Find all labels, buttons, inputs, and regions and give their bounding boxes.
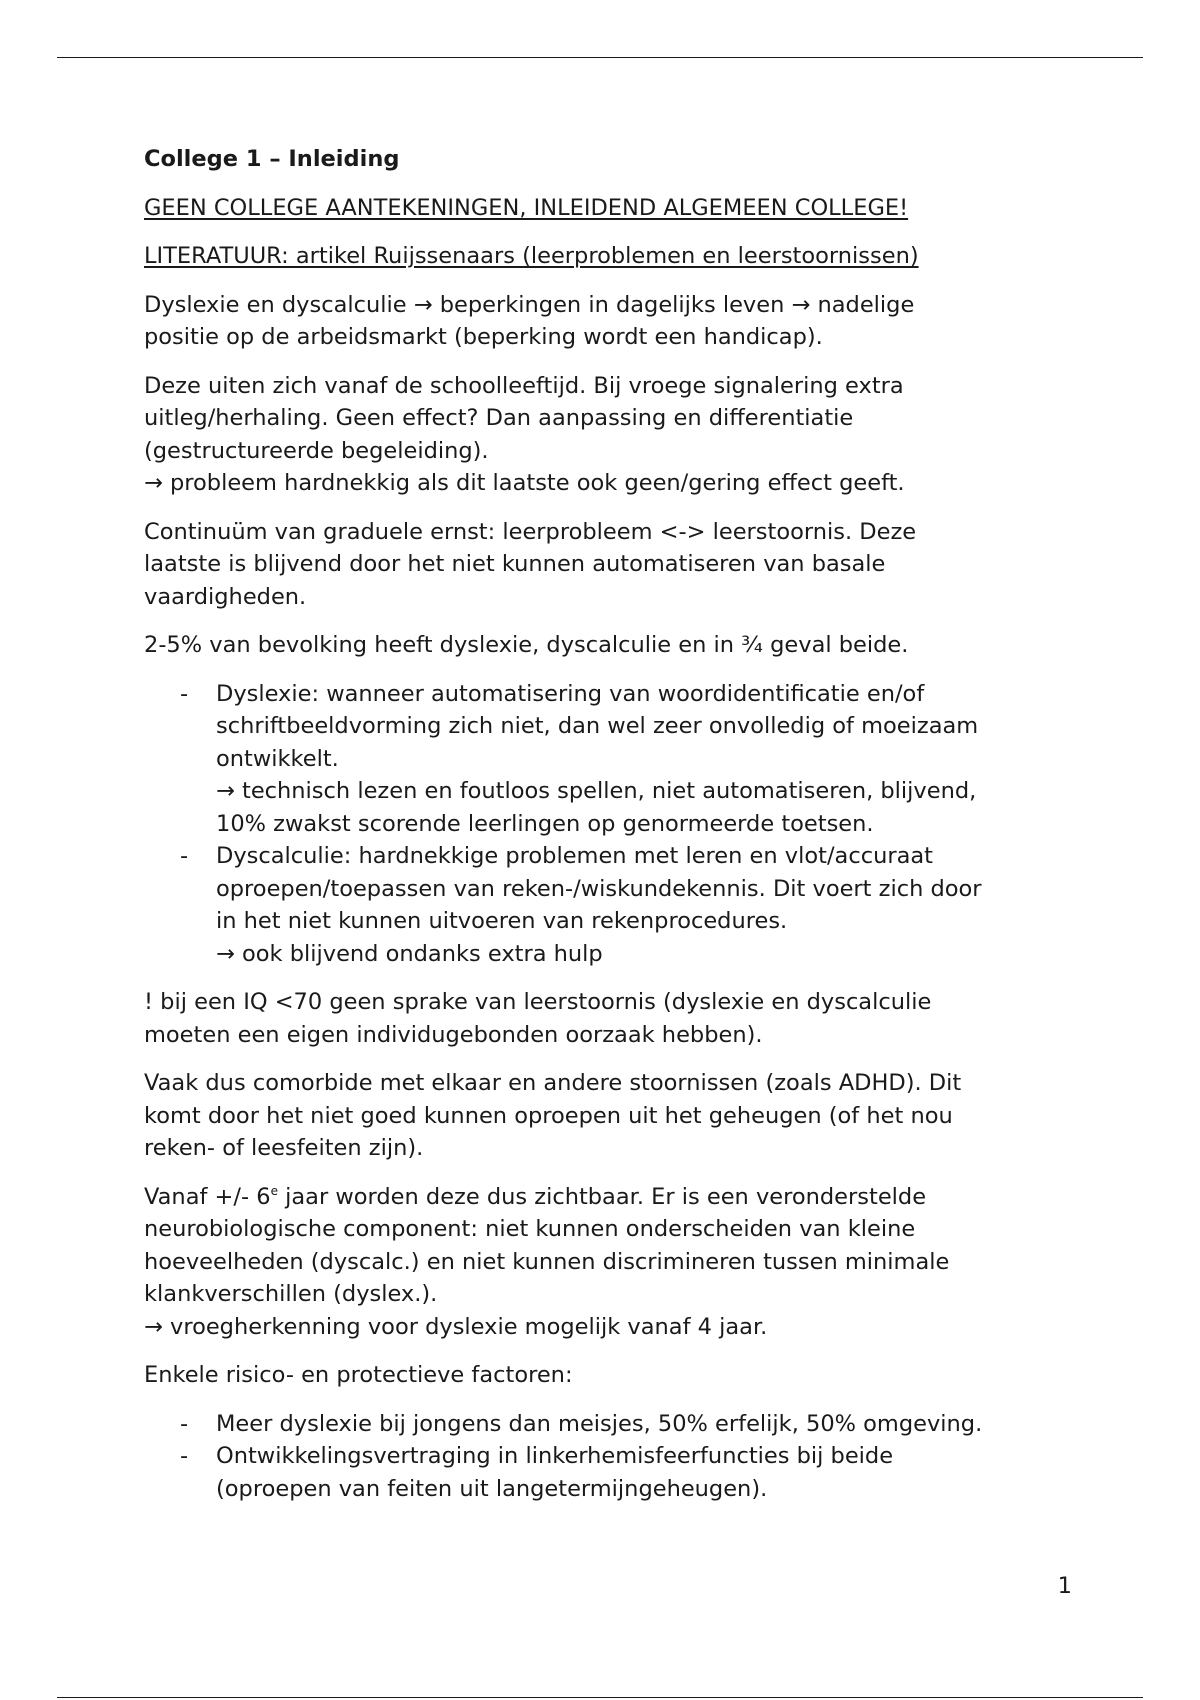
text-line: hoeveelheden (dyscalc.) en niet kunnen discrimineren tussen minimale — [144, 1248, 950, 1275]
text-line: uitleg/herhaling. Geen effect? Dan aanpassing en differentiatie — [144, 405, 854, 431]
text-line: Continuüm van graduele ernst: leerprobleem <-> leerstoornis. Deze — [144, 518, 917, 545]
text-line: reken- of leesfeiten zijn). — [144, 1135, 424, 1161]
text-line: Dyscalculie: hardnekkige problemen met leren en vlot/accuraat — [216, 843, 933, 869]
page-title: College 1 – Inleiding — [144, 146, 400, 172]
text-line: → ook blijvend ondanks extra hulp — [216, 940, 603, 967]
text-segment: jaar worden deze dus zichtbaar. Er is een veronderstelde — [277, 1183, 927, 1210]
text-line: in het niet kunnen uitvoeren van rekenprocedures. — [216, 908, 788, 934]
superscript: e — [270, 1183, 278, 1198]
text-line: → vroegherkenning voor dyslexie mogelijk vanaf 4 jaar. — [144, 1313, 768, 1340]
text-line: Deze uiten zich vanaf de schoolleeftijd. Bij vroege signalering extra — [144, 372, 904, 399]
text-line: Ontwikkelingsvertraging in linkerhemisfeerfuncties bij beide — [216, 1443, 894, 1469]
definitions-list — [144, 678, 1064, 971]
paragraph-school-age — [144, 370, 1064, 500]
text-line: Vaak dus comorbide met elkaar en andere stoornissen (zoals ADHD). Dit — [144, 1070, 962, 1096]
text-line: klankverschillen (dyslex.). — [144, 1281, 438, 1307]
dash-bullet: - — [180, 680, 189, 707]
notice-underlined: GEEN COLLEGE AANTEKENINGEN, INLEIDEND ALGEMEEN COLLEGE! — [144, 194, 909, 221]
text-line: laatste is blijvend door het niet kunnen automatiseren van basale — [144, 551, 886, 577]
paragraph-iq-note — [144, 986, 1064, 1051]
list-item-risk-factor — [144, 1440, 1064, 1505]
list-item-risk-factor — [144, 1408, 1064, 1441]
list-item-dyscalculia — [144, 840, 1064, 970]
page-body — [144, 143, 1064, 1521]
text-line: Meer dyslexie bij jongens dan meisjes, 50% erfelijk, 50% omgeving. — [216, 1410, 983, 1437]
text-line: oproepen/toepassen van reken-/wiskundekennis. Dit voert zich door — [216, 875, 982, 902]
text-line: moeten een eigen individugebonden oorzaak hebben). — [144, 1021, 763, 1048]
dash-bullet: - — [180, 1443, 189, 1469]
text-line: → probleem hardnekkig als dit laatste ook geen/gering effect geeft. — [144, 470, 905, 496]
text-line: → technisch lezen en foutloos spellen, niet automatiseren, blijvend, — [216, 778, 977, 804]
text-line: 10% zwakst scorende leerlingen op genormeerde toetsen. — [216, 810, 874, 837]
text-line: ! bij een IQ <70 geen sprake van leerstoornis (dyslexie en dyscalculie — [144, 989, 932, 1015]
text-line: positie op de arbeidsmarkt (beperking wordt een handicap). — [144, 324, 823, 350]
notice-text — [144, 192, 1064, 225]
footer-rule — [57, 1697, 1143, 1698]
text-line: komt door het niet goed kunnen oproepen uit het geheugen (of het nou — [144, 1102, 953, 1129]
text-line — [144, 1181, 1064, 1214]
risk-factors-list — [144, 1408, 1064, 1506]
text-line: ontwikkelt. — [216, 745, 339, 772]
text-line: Dyslexie en dyscalculie → beperkingen in dagelijks leven → nadelige — [144, 291, 915, 318]
text-line: vaardigheden. — [144, 583, 307, 610]
page-number: 1 — [1057, 1573, 1072, 1599]
dash-bullet: - — [180, 843, 189, 869]
paragraph-continuum — [144, 516, 1064, 614]
dash-bullet: - — [180, 1410, 189, 1437]
literature-underlined: LITERATUUR: artikel Ruijssenaars (leerproblemen en leerstoornissen) — [144, 243, 919, 269]
header-rule — [57, 57, 1143, 58]
text-line: (oproepen van feiten uit langetermijngeheugen). — [216, 1475, 768, 1502]
paragraph-neurobiology — [144, 1181, 1064, 1344]
text-segment: Vanaf +/- 6 — [144, 1183, 271, 1210]
list-item-dyslexia — [144, 678, 1064, 841]
text-line: Dyslexie: wanneer automatisering van woordidentificatie en/of — [216, 680, 925, 707]
text-line: neurobiologische component: niet kunnen onderscheiden van kleine — [144, 1216, 916, 1242]
paragraph-prevalence: 2-5% van bevolking heeft dyslexie, dyscalculie en in ¾ geval beide. — [144, 632, 909, 658]
text-line: schriftbeeldvorming zich niet, dan wel zeer onvolledig of moeizaam — [216, 713, 979, 739]
text-line: (gestructureerde begeleiding). — [144, 437, 489, 464]
paragraph-risk-factors-intro: Enkele risico- en protectieve factoren: — [144, 1362, 573, 1388]
paragraph-comorbidity — [144, 1067, 1064, 1165]
literature-reference — [144, 240, 1064, 273]
paragraph-dyslexia-consequences — [144, 289, 1064, 354]
